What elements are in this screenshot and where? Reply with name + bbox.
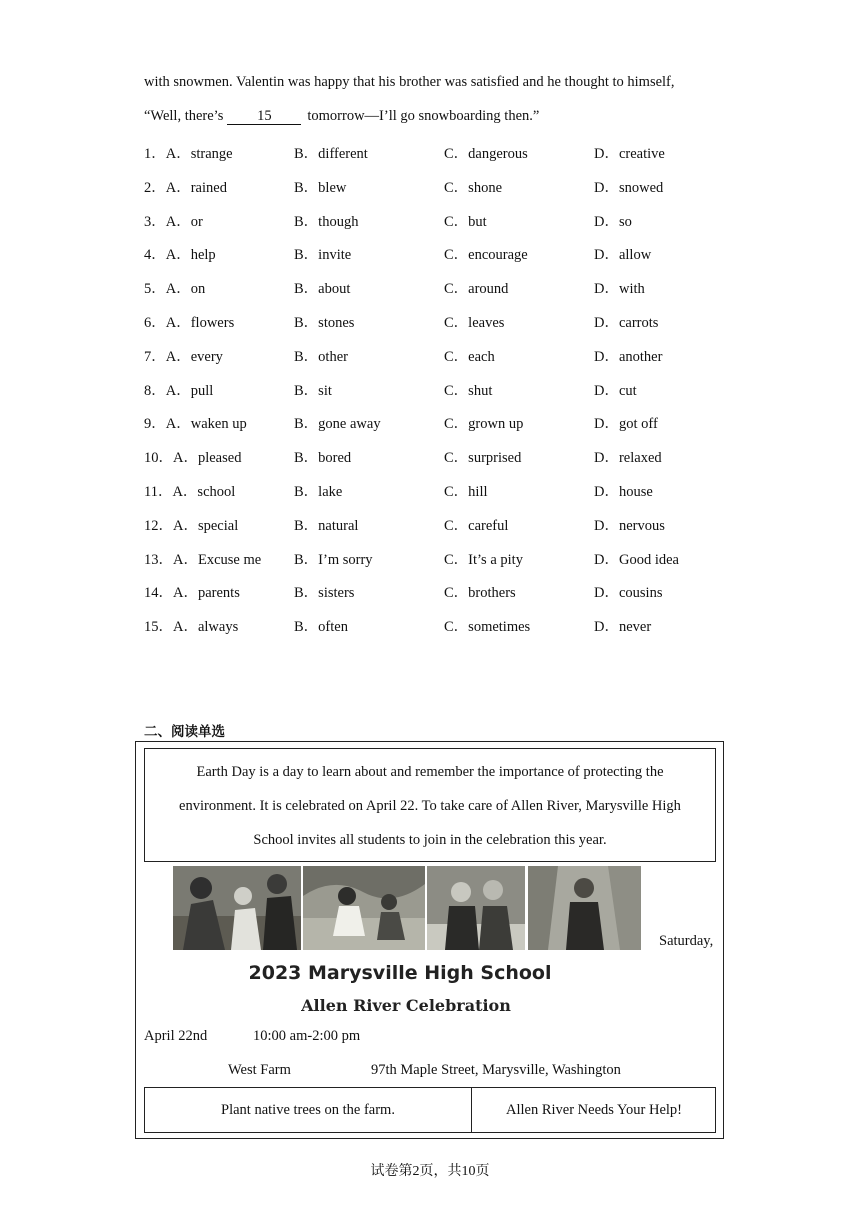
option-b: B．gone away [294,416,381,433]
option-d: D．cut [594,382,637,399]
option-c: C．shut [444,382,493,399]
question-row [144,243,744,263]
option-d: D．Good idea [594,551,679,568]
intro-line: School invites all students to join in the celebration this year. [253,832,607,848]
option-d: D．allow [594,247,652,264]
question-row [144,480,744,500]
option-b: B．stones [294,315,355,331]
option-d: D．another [594,348,663,365]
option-a: 3．A．or [144,213,203,230]
passage-line-2-before: “Well, there’s [144,108,224,124]
page-footer: 试卷第2页，共10页 [370,1164,490,1179]
option-a: 15．A．always [144,619,239,636]
option-a: 1．A．strange [144,146,233,162]
photo-student-in-woods [528,866,641,950]
question-row [144,345,744,365]
option-c: C．grown up [444,416,524,433]
photo-two-boys [427,866,525,950]
option-b: B．sit [294,382,332,399]
photo-strip [173,866,641,950]
question-row [144,514,744,534]
event-date: April 22nd [144,1028,208,1044]
option-b: B．about [294,281,351,298]
option-d: D．so [594,213,632,230]
option-c: C．careful [444,517,509,534]
question-row [144,615,744,635]
option-b: B．invite [294,247,352,264]
option-d: D．carrots [594,315,659,331]
option-c: C．but [444,213,487,230]
option-a: 11．A．school [144,484,236,500]
event-time: 10:00 am-2:00 pm [253,1028,361,1044]
option-d: D．got off [594,416,658,433]
option-c: C．sometimes [444,619,531,636]
intro-box [144,748,716,862]
option-d: D．with [594,281,645,298]
question-row [144,379,744,399]
info-table [144,1087,716,1133]
option-a: 4．A．help [144,247,216,264]
poster-title: 2023 Marysville High School [248,962,552,984]
intro-line: Earth Day is a day to learn about and remember the importance of protecting the [196,764,664,780]
option-a: 7．A．every [144,348,223,365]
option-c: C．leaves [444,315,505,331]
question-row [144,412,744,432]
option-d: D．cousins [594,585,663,602]
option-d: D．never [594,619,652,636]
option-b: B．different [294,146,368,162]
option-c: C．It’s a pity [444,551,523,568]
passage-line-2 [144,108,539,125]
option-c: C．each [444,348,495,365]
question-row [144,446,744,466]
option-c: C．hill [444,484,488,500]
option-c: C．surprised [444,450,522,467]
question-row [144,176,744,196]
option-a: 2．A．rained [144,179,227,196]
option-b: B．blew [294,179,347,196]
passage-line-1: with snowmen. Valentin was happy that his brother was satisfied and he thought to himself, [144,74,675,90]
option-d: D．nervous [594,517,665,534]
passage-line-2-after: tomorrow—I’ll go snowboarding then.” [307,108,540,124]
option-b: B．I’m sorry [294,551,373,568]
option-d: D．creative [594,146,665,162]
question-row [144,277,744,297]
option-c: C．encourage [444,247,528,264]
option-a: 6．A．flowers [144,315,235,331]
option-d: D．relaxed [594,450,662,467]
poster-subtitle: Allen River Celebration [301,996,511,1015]
option-c: C．around [444,281,509,298]
option-c: C．dangerous [444,146,528,162]
question-row [144,311,744,331]
option-a: 12．A．special [144,517,239,534]
option-b: B．often [294,619,348,636]
blank-15: 15 [227,109,301,125]
option-b: B．bored [294,450,352,467]
option-d: D．snowed [594,179,664,196]
table-cell-right: Allen River Needs Your Help! [506,1101,682,1118]
option-b: B．other [294,348,348,365]
option-c: C．brothers [444,585,516,602]
option-a: 9．A．waken up [144,416,247,433]
option-b: B．sisters [294,585,355,602]
option-a: 5．A．on [144,281,206,298]
option-b: B．lake [294,484,343,500]
photo-planting-group [303,866,425,950]
intro-line: environment. It is celebrated on April 22. To take care of Allen River, Marysville High [179,798,681,814]
question-row [144,142,744,162]
section-heading: 二、阅读单选 [144,724,225,740]
photo-students-kneeling [173,866,301,950]
question-row [144,548,744,568]
event-day: Saturday, [659,933,714,949]
option-b: B．natural [294,517,359,534]
question-row [144,210,744,230]
event-address: 97th Maple Street, Marysville, Washington [371,1062,621,1078]
option-a: 13．A．Excuse me [144,551,262,568]
table-cell-left: Plant native trees on the farm. [221,1101,395,1118]
question-row [144,581,744,601]
option-b: B．though [294,213,359,230]
option-c: C．shone [444,179,502,196]
option-d: D．house [594,484,653,500]
event-place: West Farm [228,1062,291,1078]
option-a: 8．A．pull [144,382,214,399]
option-a: 10．A．pleased [144,450,242,467]
option-a: 14．A．parents [144,585,240,602]
